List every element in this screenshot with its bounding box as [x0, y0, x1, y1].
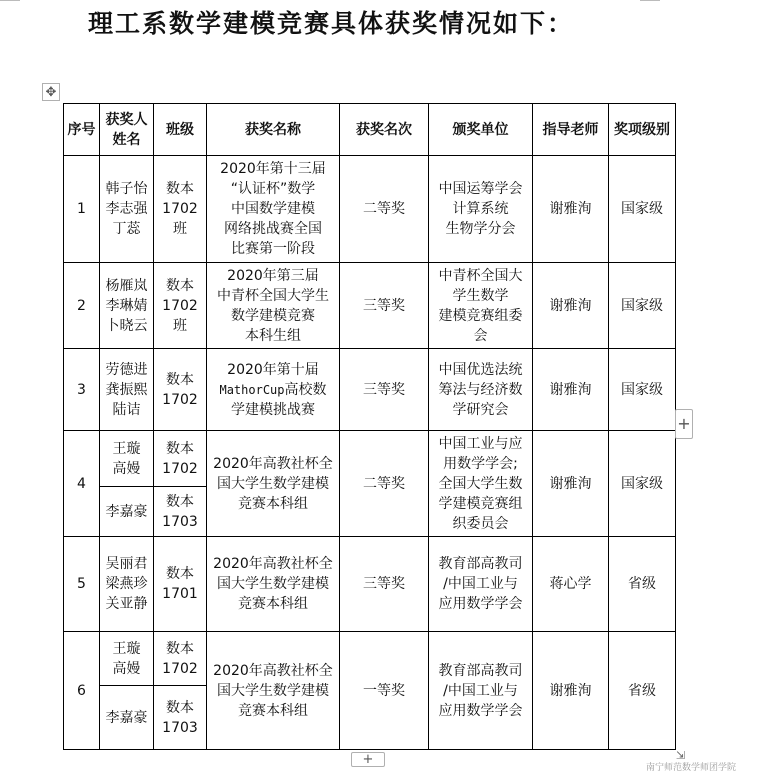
cell-no[interactable]: 5: [64, 537, 100, 632]
cell-level[interactable]: 国家级: [609, 263, 676, 349]
cell-names[interactable]: 吴丽君 梁燕珍 关亚静: [100, 537, 154, 632]
cell-rank[interactable]: 一等奖: [340, 632, 429, 750]
cell-class[interactable]: 数本 1701: [154, 537, 207, 632]
awards-table: [63, 103, 676, 750]
cell-level[interactable]: 国家级: [609, 431, 676, 537]
cell-award-name[interactable]: 2020年高教社杯全 国大学生数学建模 竞赛本科组: [207, 632, 340, 750]
cell-class[interactable]: 数本 1702: [154, 431, 207, 487]
header-row: [64, 104, 676, 156]
table-row: [64, 632, 676, 686]
table-row: [64, 349, 676, 431]
cell-level[interactable]: 国家级: [609, 156, 676, 263]
header-advisor: 指导老师: [533, 104, 609, 156]
cell-organizer[interactable]: 中国工业与应 用数学学会; 全国大学生数 学建模竞赛组 织委员会: [429, 431, 533, 537]
page-corner-left: [0, 0, 20, 3]
cell-names[interactable]: 韩子怡 李志强 丁蕊: [100, 156, 154, 263]
cell-names[interactable]: 王璇 高嫚: [100, 431, 154, 487]
cell-class[interactable]: 数本 1702班: [154, 263, 207, 349]
cell-names[interactable]: 李嘉豪: [100, 487, 154, 537]
cell-advisor[interactable]: 蒋心学: [533, 537, 609, 632]
cell-advisor[interactable]: 谢雅洵: [533, 632, 609, 750]
header-winner: 获奖人 姓名: [100, 104, 154, 156]
cell-award-name[interactable]: 2020年第三届 中青杯全国大学生 数学建模竞赛 本科生组: [207, 263, 340, 349]
cell-names[interactable]: 王璇 高嫚: [100, 632, 154, 686]
cell-class[interactable]: 数本 1702: [154, 632, 207, 686]
cell-advisor[interactable]: 谢雅洵: [533, 349, 609, 431]
cell-organizer[interactable]: 中国运筹学会 计算系统 生物学分会: [429, 156, 533, 263]
header-award-name: 获奖名称: [207, 104, 340, 156]
cell-advisor[interactable]: 谢雅洵: [533, 431, 609, 537]
header-level: 奖项级别: [609, 104, 676, 156]
cell-rank[interactable]: 二等奖: [340, 431, 429, 537]
table-resize-handle-icon[interactable]: ⇲: [676, 749, 686, 762]
cell-rank[interactable]: 三等奖: [340, 537, 429, 632]
cell-no[interactable]: 3: [64, 349, 100, 431]
watermark-text: 南宁师范数学师团学院: [646, 763, 737, 773]
cell-names[interactable]: 劳德进 龚振熙 陆诘: [100, 349, 154, 431]
cell-names[interactable]: 杨雁岚 李琳婧 卜晓云: [100, 263, 154, 349]
cell-rank[interactable]: 三等奖: [340, 263, 429, 349]
cell-advisor[interactable]: 谢雅洵: [533, 263, 609, 349]
award-line-rest: 高校数 学建模挑战赛: [231, 381, 327, 418]
cell-class[interactable]: 数本 1702班: [154, 156, 207, 263]
add-column-button[interactable]: +: [675, 409, 693, 439]
award-english-term: MathorCup: [219, 382, 285, 397]
cell-level[interactable]: 国家级: [609, 349, 676, 431]
cell-level[interactable]: 省级: [609, 632, 676, 750]
table-row: [64, 263, 676, 349]
table-row: [64, 537, 676, 632]
table-move-handle-icon[interactable]: ✥: [42, 83, 60, 101]
cell-award-name[interactable]: 2020年高教社杯全 国大学生数学建模 竞赛本科组: [207, 431, 340, 537]
add-row-button[interactable]: +: [351, 752, 385, 767]
cell-no[interactable]: 6: [64, 632, 100, 750]
page-corner-right: [640, 0, 660, 3]
cell-class[interactable]: 数本 1703: [154, 487, 207, 537]
award-line: 2020年第十届: [227, 361, 319, 378]
cell-no[interactable]: 4: [64, 431, 100, 537]
header-no: 序号: [64, 104, 100, 156]
cell-level[interactable]: 省级: [609, 537, 676, 632]
cell-class[interactable]: 数本 1702: [154, 349, 207, 431]
cell-organizer[interactable]: 教育部高教司 /中国工业与 应用数学学会: [429, 537, 533, 632]
cell-organizer[interactable]: 教育部高教司 /中国工业与 应用数学学会: [429, 632, 533, 750]
cell-award-name[interactable]: [207, 349, 340, 431]
cell-organizer[interactable]: 中国优选法统 筹法与经济数 学研究会: [429, 349, 533, 431]
header-class: 班级: [154, 104, 207, 156]
cell-organizer[interactable]: 中青杯全国大 学生数学 建模竞赛组委 会: [429, 263, 533, 349]
cell-names[interactable]: 李嘉豪: [100, 686, 154, 750]
cell-rank[interactable]: 二等奖: [340, 156, 429, 263]
cell-award-name[interactable]: 2020年第十三届 “认证杯”数学 中国数学建模 网络挑战赛全国 比赛第一阶段: [207, 156, 340, 263]
cell-award-name[interactable]: 2020年高教社杯全 国大学生数学建模 竞赛本科组: [207, 537, 340, 632]
table-row: [64, 431, 676, 487]
cell-no[interactable]: 2: [64, 263, 100, 349]
table-row: [64, 156, 676, 263]
header-rank: 获奖名次: [340, 104, 429, 156]
cell-advisor[interactable]: 谢雅洵: [533, 156, 609, 263]
cell-no[interactable]: 1: [64, 156, 100, 263]
cell-rank[interactable]: 三等奖: [340, 349, 429, 431]
header-organizer: 颁奖单位: [429, 104, 533, 156]
page-title: 理工系数学建模竞赛具体获奖情况如下：: [88, 9, 575, 38]
cell-class[interactable]: 数本 1703: [154, 686, 207, 750]
